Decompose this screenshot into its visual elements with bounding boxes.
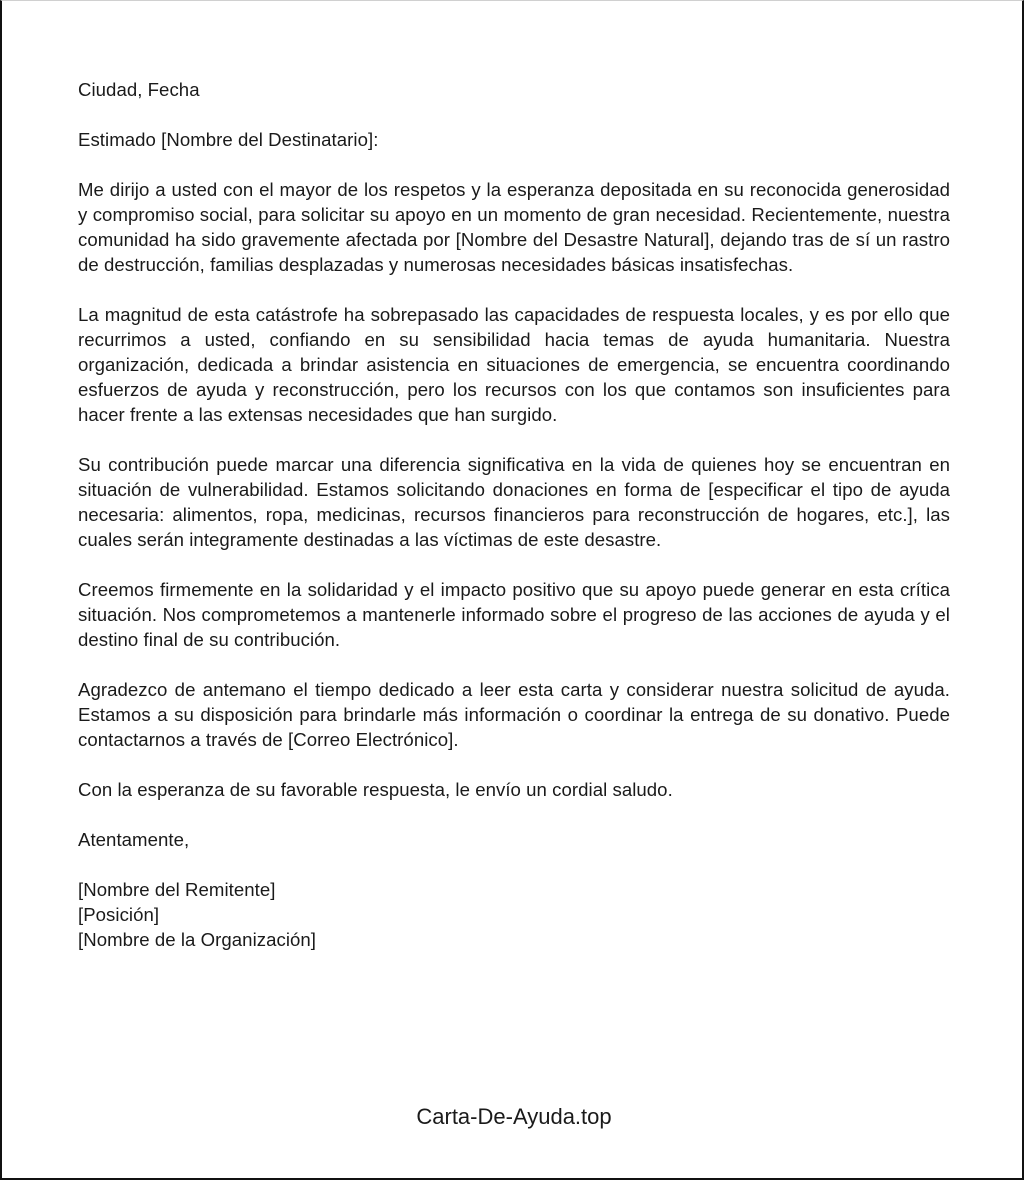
- sender-organization: [Nombre de la Organización]: [78, 929, 317, 950]
- letter-body: [78, 77, 950, 952]
- sender-name: [Nombre del Remitente]: [78, 879, 276, 900]
- place-date: Ciudad, Fecha: [78, 79, 200, 100]
- paragraph-magnitude: La magnitud de esta catástrofe ha sobrepasado las capacidades de respuesta locales, y es por ello que recurrimos a usted, confiando en su sensibilidad hacia temas de ayuda humanitaria. Nuestra organización, dedicada a brindar asistencia en situaciones de emergencia, se encuentra coordinando esfuerzos de ayuda y reconstrucción, pero los recursos con los que contamos son insuficientes para hacer frente a las extensas necesidades que han surgido.: [78, 304, 950, 425]
- paragraph-request: Me dirijo a usted con el mayor de los respetos y la esperanza depositada en su reconocida generosidad y compromiso social, para solicitar su apoyo en un momento de gran necesidad. Recientemente, nuestra comunidad ha sido gravemente afectada por [Nombre del Desastre Natural], dejando tras de sí un rastro de destrucción, familias desplazadas y numerosas necesidades básicas insatisfechas.: [78, 179, 950, 275]
- sender-position: [Posición]: [78, 904, 160, 925]
- signature-block: [78, 877, 950, 952]
- paragraph-contribution: Su contribución puede marcar una diferencia significativa en la vida de quienes hoy se encuentran en situación de vulnerabilidad. Estamos solicitando donaciones en forma de [especificar el tipo de ayuda necesaria: alimentos, ropa, medicinas, recursos financieros para reconstrucción de hogares, etc.], las cuales serán integramente destinadas a las víctimas de este desastre.: [78, 454, 950, 550]
- paragraph-farewell: Con la esperanza de su favorable respuesta, le envío un cordial saludo.: [78, 779, 673, 800]
- paragraph-solidarity: Creemos firmemente en la solidaridad y el impacto positivo que su apoyo puede generar en esta crítica situación. Nos comprometemos a mantenerle informado sobre el progreso de las acciones de ayuda y el destino final de su contribución.: [78, 579, 950, 650]
- salutation: Estimado [Nombre del Destinatario]:: [78, 129, 379, 150]
- closing: Atentamente,: [78, 829, 190, 850]
- footer-site-name: Carta-De-Ayuda.top: [416, 1104, 612, 1129]
- paragraph-thanks: Agradezco de antemano el tiempo dedicado a leer esta carta y considerar nuestra solicitud de ayuda. Estamos a su disposición para brindarle más información o coordinar la entrega de su donativo. Puede contactarnos a través de [Correo Electrónico].: [78, 679, 950, 750]
